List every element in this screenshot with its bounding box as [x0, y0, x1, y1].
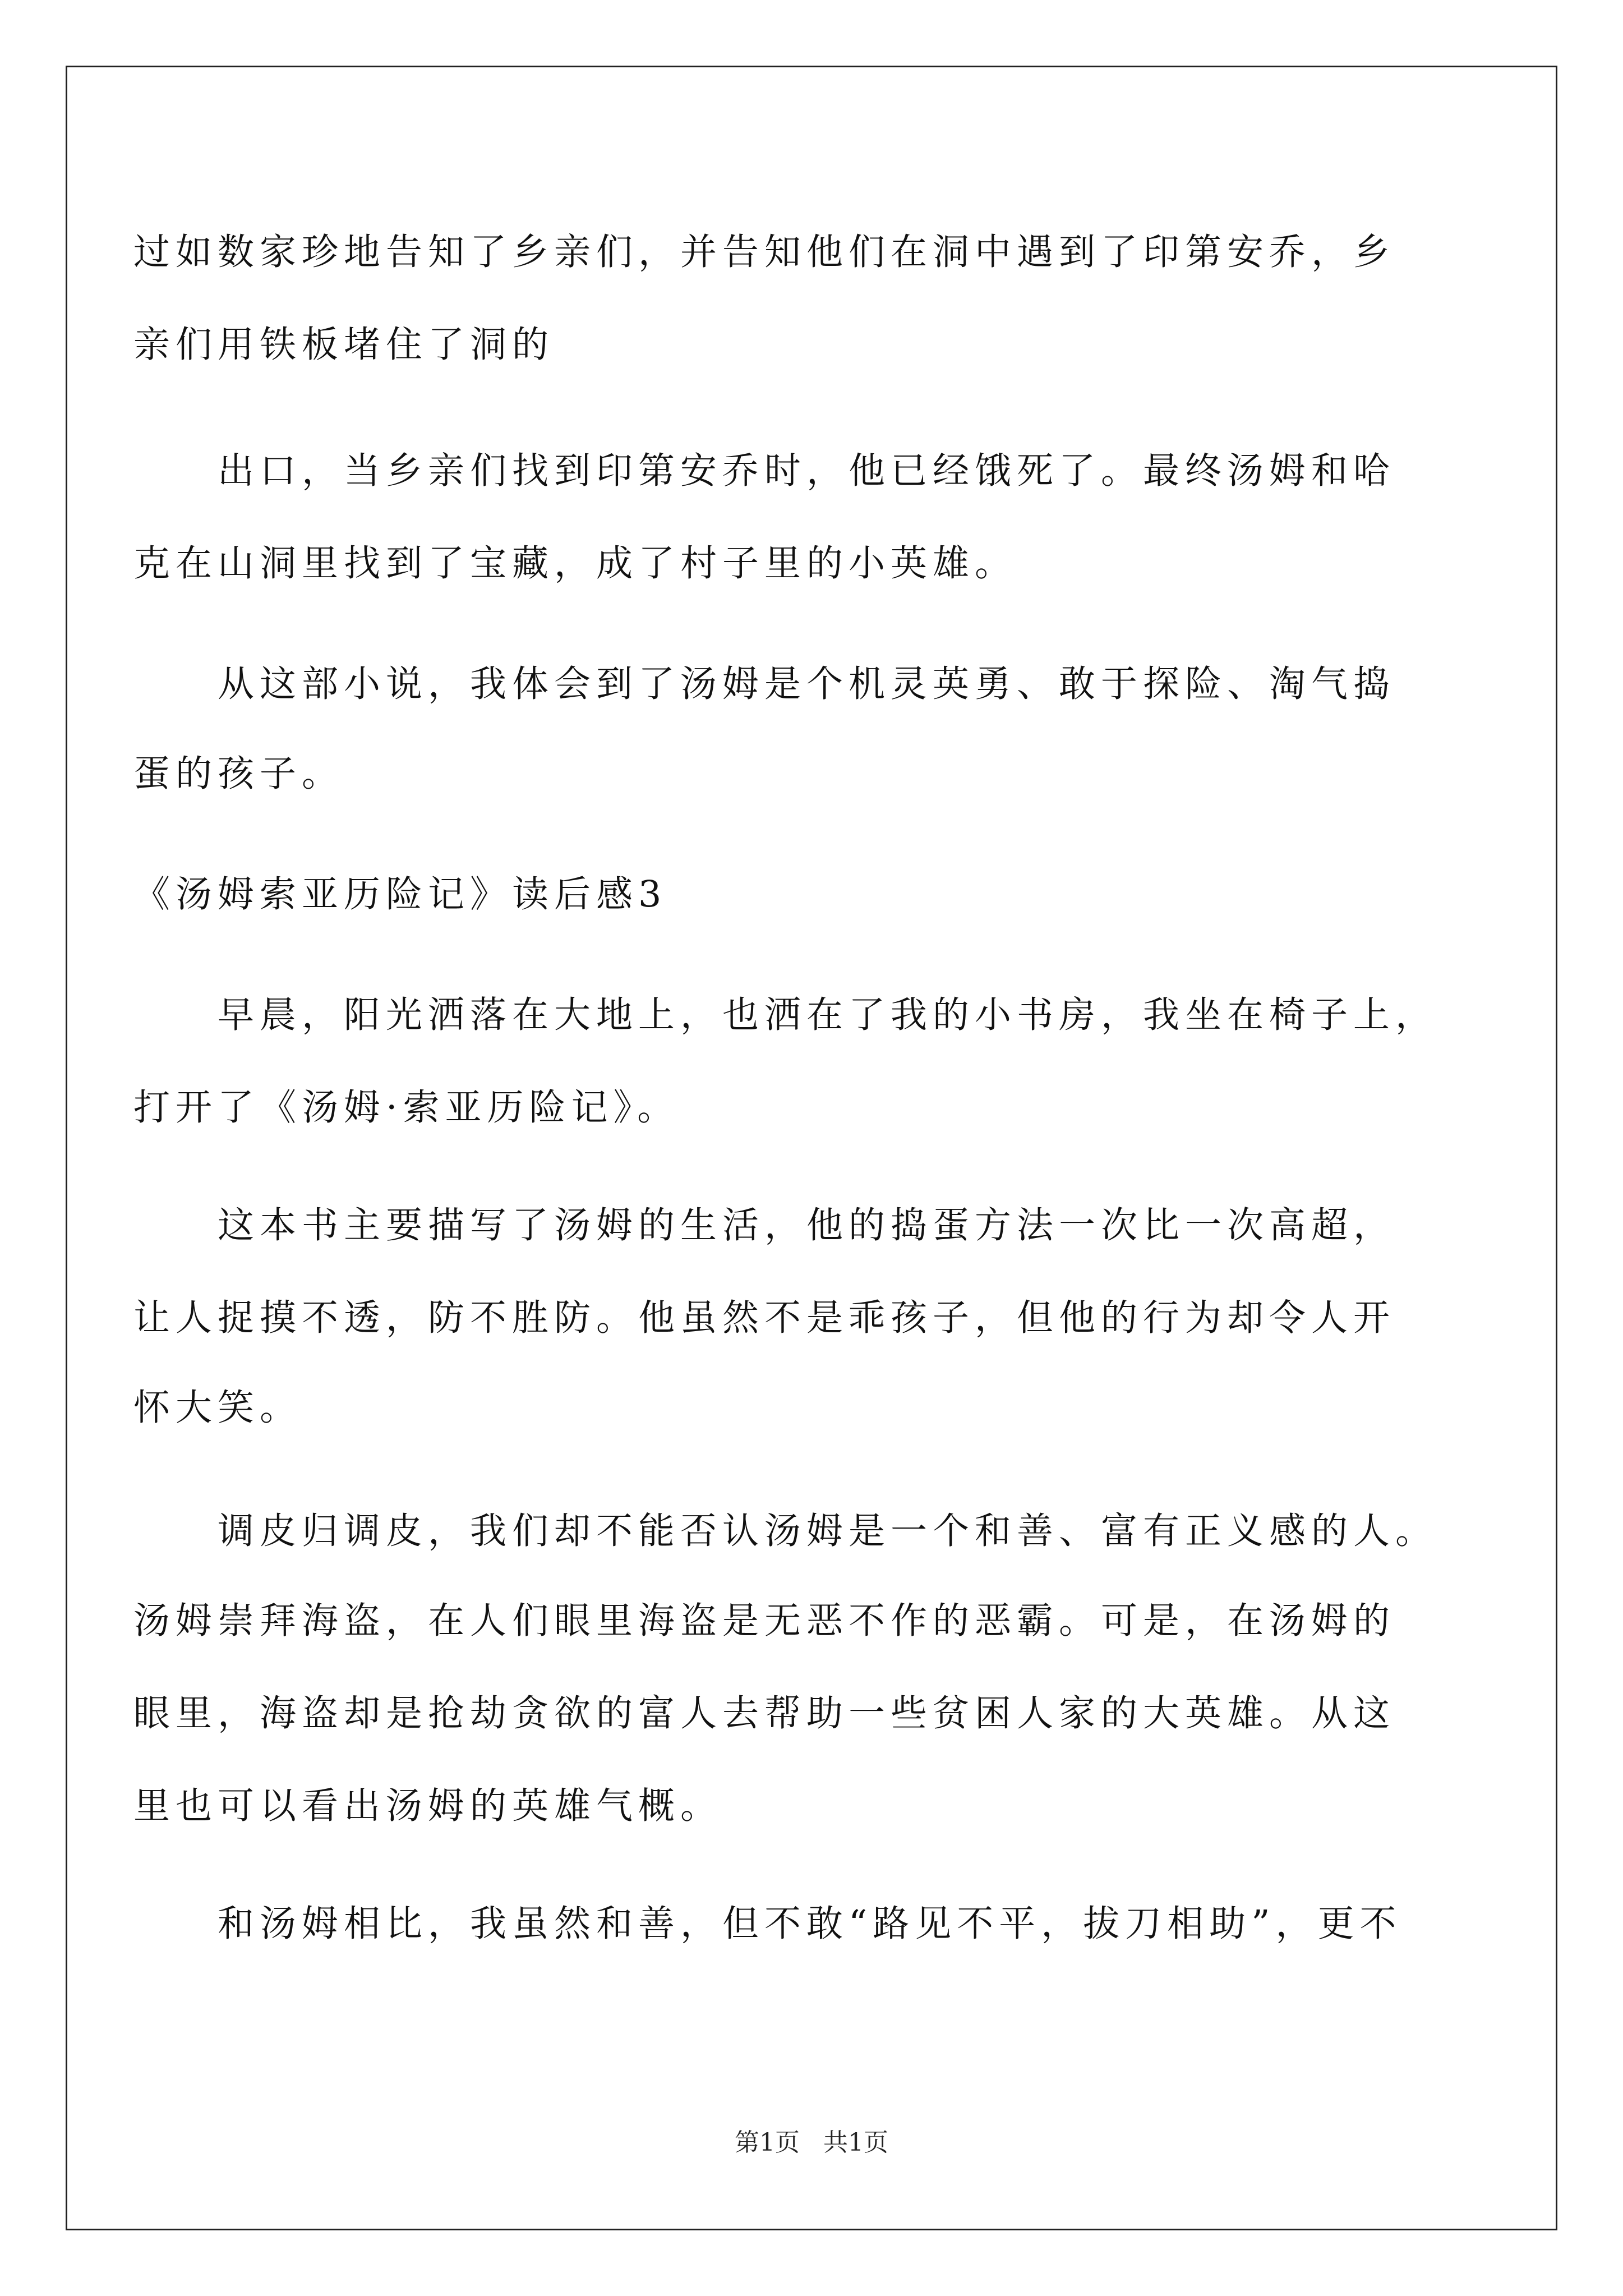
text-line: 里也可以看出汤姆的英雄气概。: [133, 1785, 723, 1827]
text-line: 这本书主要描写了汤姆的生活，他的捣蛋方法一次比一次高超，: [218, 1204, 1396, 1246]
text-line: 汤姆崇拜海盗，在人们眼里海盗是无恶不作的恶霸。可是，在汤姆的: [133, 1600, 1396, 1642]
text-line: 怀大笑。: [133, 1387, 302, 1429]
text-line: 调皮归调皮，我们却不能否认汤姆是一个和善、富有正义感的人。: [218, 1510, 1438, 1552]
text-line: 亲们用铁板堵住了洞的: [133, 324, 555, 366]
text-line: 让人捉摸不透，防不胜防。他虽然不是乖孩子，但他的行为却令人开: [133, 1297, 1396, 1339]
text-line: 和汤姆相比，我虽然和善，但不敢“路见不平，拔刀相助”，更不: [218, 1903, 1402, 1945]
text-line: 从这部小说，我体会到了汤姆是个机灵英勇、敢于探险、淘气捣: [218, 663, 1396, 705]
page-number-footer: 第1页 共1页: [735, 2128, 888, 2157]
text-line: 打开了《汤姆·索亚历险记》。: [133, 1087, 680, 1129]
text-line: 出口，当乡亲们找到印第安乔时，他已经饿死了。最终汤姆和哈: [218, 450, 1396, 492]
text-line: 眼里，海盗却是抢劫贪欲的富人去帮助一些贫困人家的大英雄。从这: [133, 1692, 1396, 1734]
text-line: 早晨，阳光洒落在大地上，也洒在了我的小书房，我坐在椅子上，: [218, 994, 1438, 1036]
text-line: 蛋的孩子。: [133, 753, 344, 795]
text-line: 克在山洞里找到了宝藏，成了村子里的小英雄。: [133, 542, 1017, 585]
text-line: 过如数家珍地告知了乡亲们，并告知他们在洞中遇到了印第安乔，乡: [133, 231, 1396, 273]
section-heading: 《汤姆索亚历险记》读后感3: [133, 873, 667, 915]
